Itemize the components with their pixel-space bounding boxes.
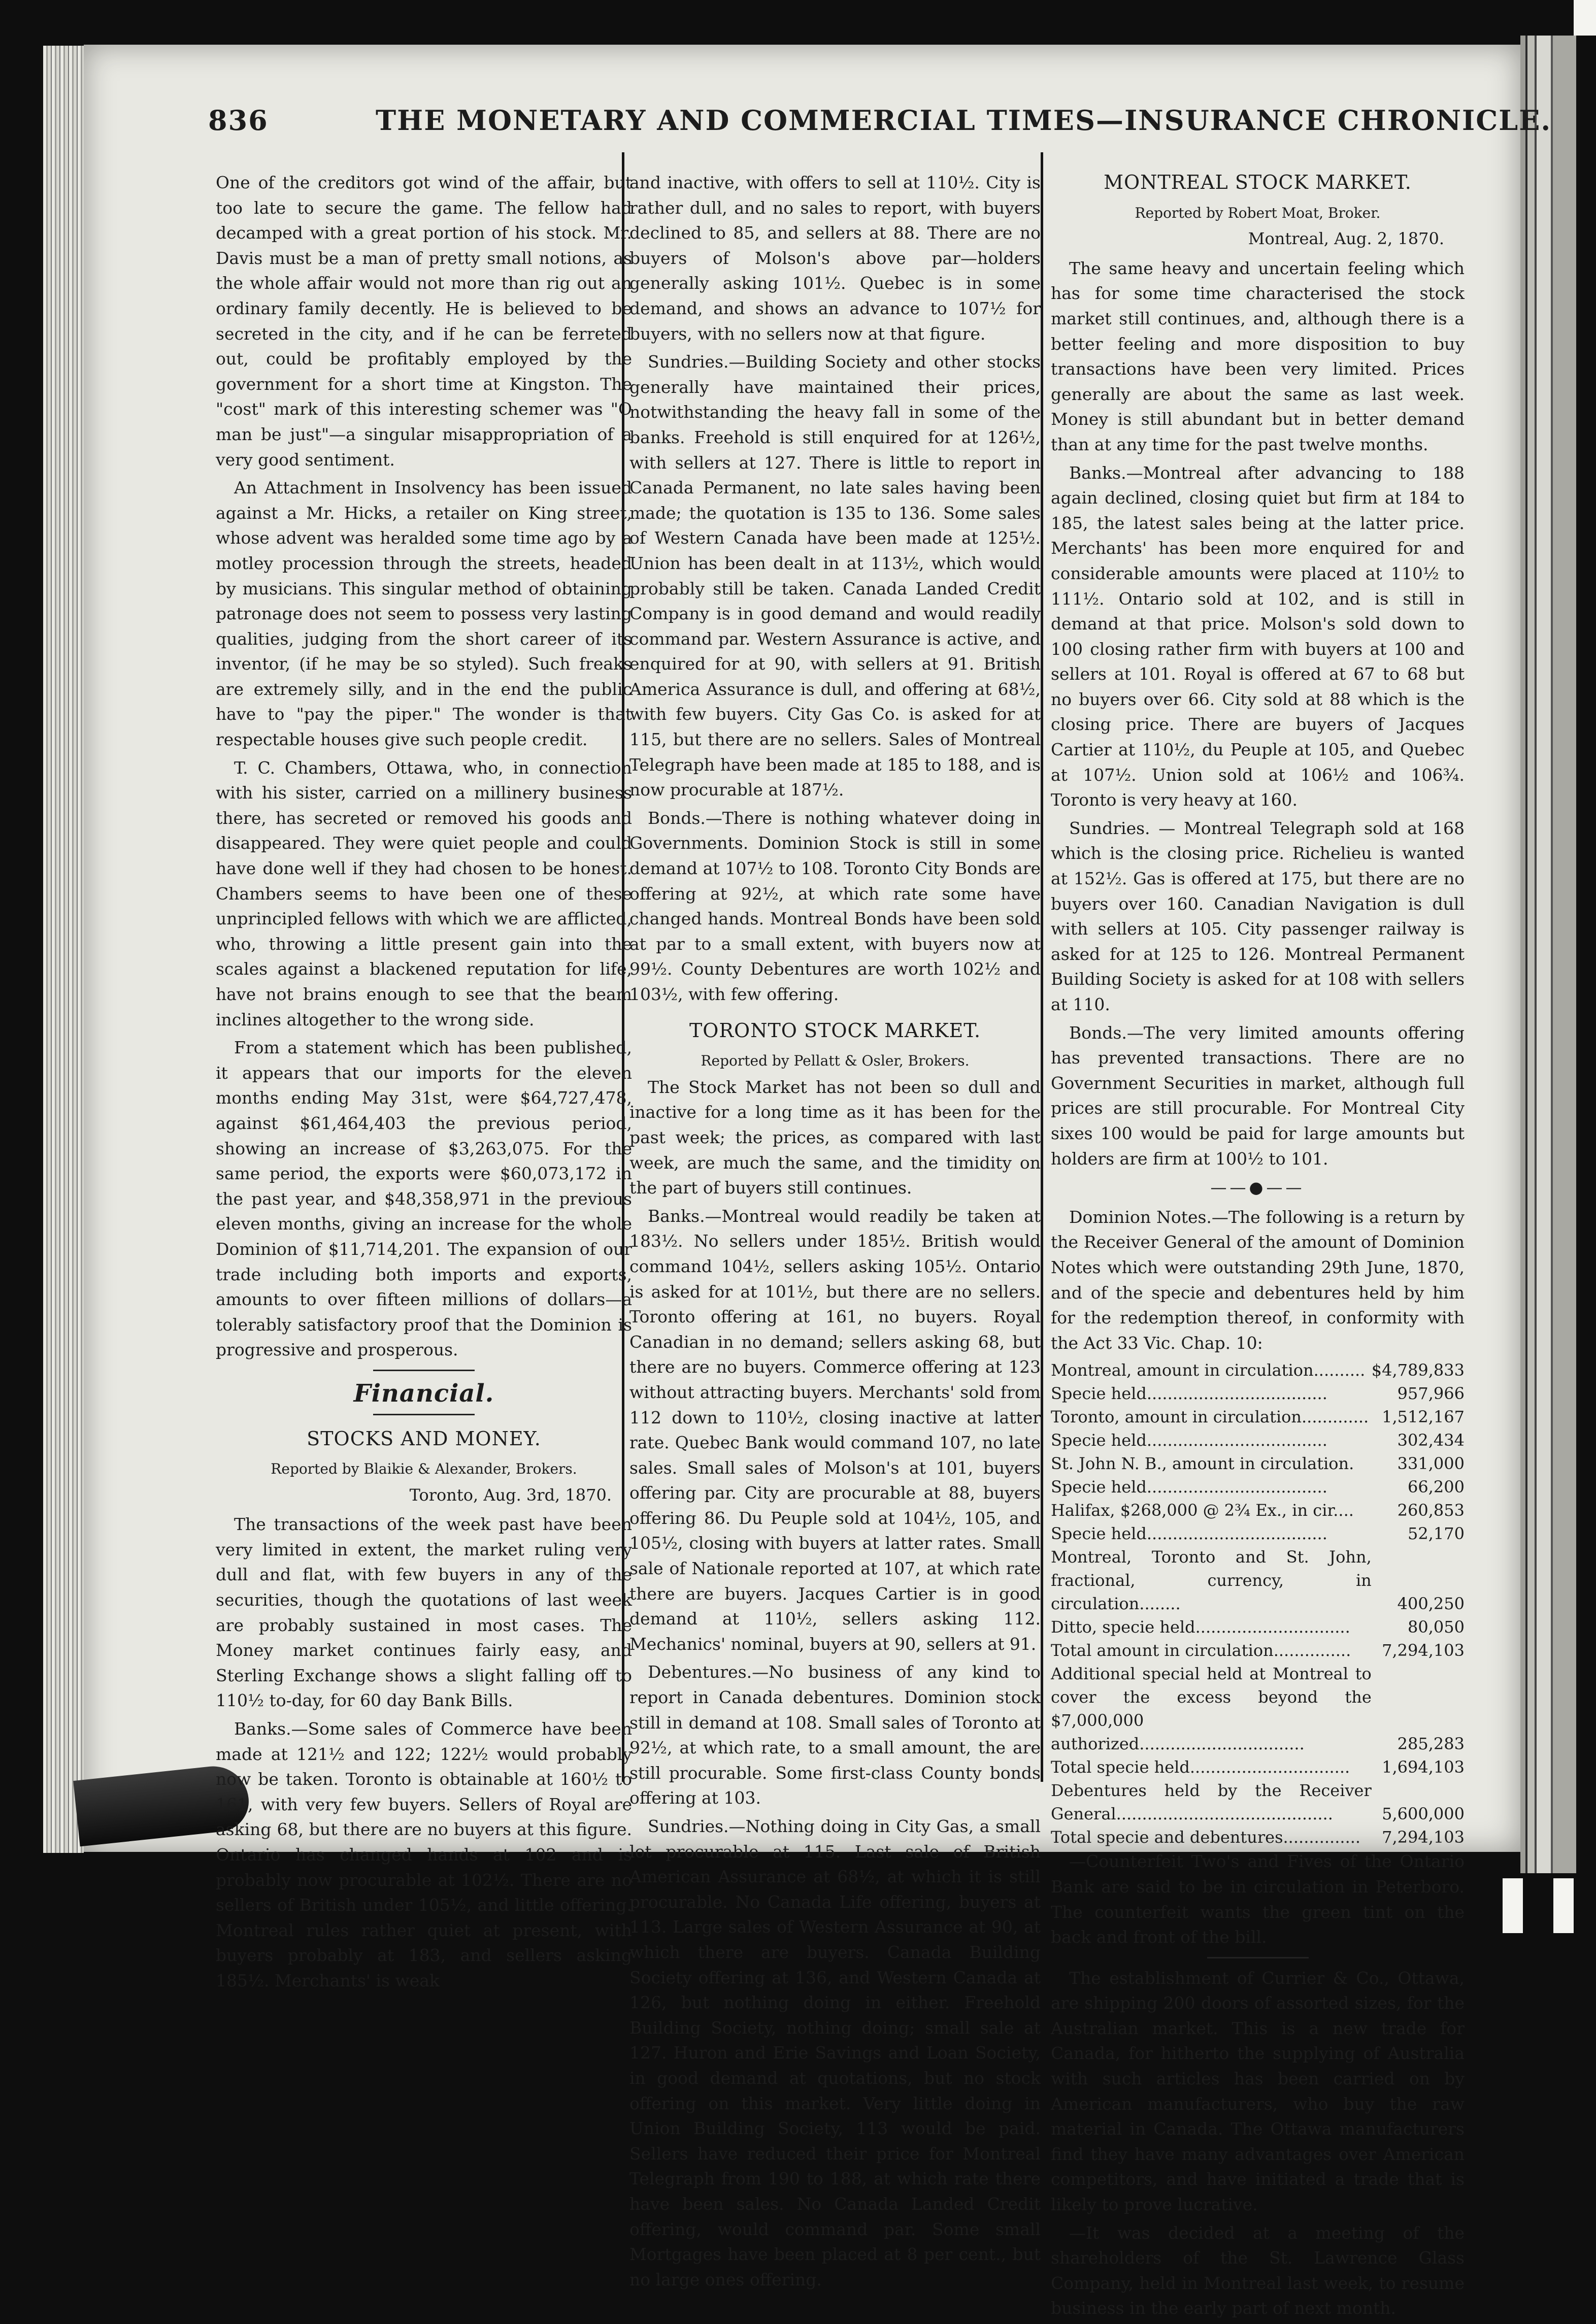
notes-row	[1051, 1545, 1465, 1615]
page-edge-stack	[43, 46, 84, 1853]
scan-marker-bottom-right	[1553, 1878, 1574, 1933]
notes-row	[1051, 1382, 1465, 1405]
notes-row	[1051, 1779, 1465, 1825]
notes-value: 1,512,167	[1382, 1407, 1465, 1427]
montreal-dateline: Montreal, Aug. 2, 1870.	[1248, 229, 1444, 249]
notes-label: Montreal, amount in circulation..........	[1051, 1360, 1366, 1380]
paragraph-sundries: Sundries.—Building Society and other stocks generally have maintained their prices, notwithstanding the heavy fall in some of the banks. Freehold is still enquired for at 126½, with sellers at 127. There is little to report in Canada Permanent, no late sales having been made; the quotation is 135 to 136. Some sales of Western Canada have been made at 125½. Union has been dealt in at 113½, which would probably still be taken. Canada Landed Credit Company is in good demand and would readily command par. Western Assurance is active, and enquired for at 90, with sellers at 91. British America Assurance is dull, and offering at 68½, with few buyers. City Gas Co. is asked for at 115, but there are no sellers. Sales of Montreal Telegraph have been made at 185 to 188, and is now procurable at 187½.	[629, 352, 1041, 800]
notes-label: Specie held...................................	[1051, 1384, 1327, 1404]
toronto-byline: Reported by Pellatt & Osler, Brokers.	[701, 1052, 970, 1070]
notes-row	[1051, 1499, 1465, 1522]
notes-value: 400,250	[1397, 1594, 1465, 1614]
scan-marker-top	[1574, 0, 1596, 36]
dominion-notes-table	[1051, 1358, 1465, 1849]
paragraph-dominion-notes: Dominion Notes.—The following is a return by the Receiver General of the amount of Dominion Notes which were outstanding 29th June, 1870, and of the specie and debentures held by him for the redemption thereof, in conformity with the Act 33 Vic. Chap. 10:	[1051, 1207, 1465, 1353]
paragraph-montreal-bonds: Bonds.—The very limited amounts offering has prevented transactions. There are no Government Securities in market, although full prices are still procurable. For Montreal City sixes 100 would be paid for large amounts but holders are firm at 100½ to 101.	[1051, 1022, 1465, 1169]
notes-value: 260,853	[1397, 1501, 1465, 1520]
page-number: 836	[208, 104, 269, 137]
notes-label: Montreal, Toronto and St. John, fractional, currency, in circulation........	[1051, 1547, 1372, 1614]
running-head	[208, 104, 1552, 140]
paragraph-toronto-sundries: Sundries.—Nothing doing in City Gas, a small lot procurable at 115. Last sale of British American Assurance at 68½, at which it is still procurable. No Canada Life offering, buyers at 113. Large sales of Western Assurance at 90, at which there are buyers. Canada Building Society offering at 136, and Western Canada at 126, but nothing doing in either. Freehold Building Society, nothing doing; small sale at 127. Huron and Erie Savings and Loan Society, in good demand at quotations, but no stock offering on this market. Very little doing in Union Building Society, 113 would be paid. Sellers have reduced their price for Montreal Telegraph from 190 to 188, at which rate there have been sales. No Canada Landed Credit offering, would command par. Some small Mortgages have been placed at 8 per cent., but no large ones offering.	[629, 1816, 1041, 2289]
paragraph-montreal-intro: The same heavy and uncertain feeling which has for some time characterised the stock market still continues, and, although there is a better feeling and more disposition to buy transactions have been very limited. Prices generally are about the same as last week. Money is still abundant but in better demand than at any time for the past twelve months.	[1051, 258, 1465, 454]
notes-value: 331,000	[1397, 1454, 1465, 1474]
section-divider	[373, 1414, 475, 1415]
paragraph-montreal-sundries: Sundries. — Montreal Telegraph sold at 168 which is the closing price. Richelieu is wanted at 152½. Gas is offered at 175, but there are no buyers over 160. Canadian Navigation is dull with sellers at 105. City passenger railway is asked for at 125 to 126. Montreal Permanent Building Society is asked for at 108 with sellers at 110.	[1051, 818, 1465, 1014]
financial-heading: Financial.	[353, 1379, 494, 1408]
paragraph-banks-continued: and inactive, with offers to sell at 110½. City is rather dull, and no sales to report, with buyers declined to 85, and sellers at 88. There are no buyers of Molson's above par—holders generally asking 101½. Quebec is in some demand, and shows an advance to 107½ for buyers, with no sellers now at that figure.	[629, 173, 1041, 344]
notes-value: 66,200	[1408, 1477, 1465, 1497]
notes-label: Ditto, specie held..............................	[1051, 1617, 1350, 1637]
notes-label: Specie held...................................	[1051, 1431, 1327, 1450]
paragraph-chambers: T. C. Chambers, Ottawa, who, in connection with his sister, carried on a millinery business there, has secreted or removed his goods and disappeared. They were quiet people and could have done well if they had chosen to be honest. Chambers seems to have been one of these unprincipled fellows with which we are afflicted, who, throwing a little present gain into the scales against a blackened reputation for life, have not brains enough to see that the beam inclines altogether to the wrong side.	[216, 757, 632, 1030]
journal-title: THE MONETARY AND COMMERCIAL TIMES—INSURANCE CHRONICLE.	[376, 104, 1552, 137]
notes-row	[1051, 1405, 1465, 1429]
stocks-dateline: Toronto, Aug. 3rd, 1870.	[409, 1485, 612, 1505]
toronto-heading: TORONTO STOCK MARKET.	[689, 1019, 981, 1042]
scan-marker-bottom-left	[1503, 1878, 1523, 1933]
column-rule-2	[1041, 152, 1043, 1782]
paragraph-stocks-banks: Banks.—Some sales of Commerce have been made at 121½ and 122; 122½ would probably now be taken. Toronto is obtainable at 160½ to 161, with very few buyers. Sellers of Royal are asking 68, but there are no buyers at this figure. Ontario has changed hands at 102 and is probably now procurable at 102½. There are no sellers of British under 105½, and little offering. Montreal rules rather quiet at present, with buyers probably at 183, and sellers asking 185½. Merchants' is weak	[216, 1719, 632, 1990]
paragraph-stocks-intro: The transactions of the week past have been very limited in extent, the market ruling very dull and flat, with few buyers in any of the securities, though the quotations of last week are probably sustained in most cases. The Money market continues fairly easy, and Sterling Exchange shows a slight falling off to 110½ to-day, for 60 day Bank Bills.	[216, 1514, 632, 1711]
paragraph-montreal-banks: Banks.—Montreal after advancing to 188 again declined, closing quiet but firm at 184 to 185, the latest sales being at the latter price. Merchants' has been more enquired for and considerable amounts were placed at 110½ to 111½. Ontario sold at 102, and is still in demand at that price. Molson's sold down to 100 closing rather firm with buyers at 100 and sellers at 101. Royal is offered at 67 to 68 but no buyers over 66. City sold at 88 which is the closing price. There are buyers of Jacques Cartier at 110½, du Peuple at 105, and Quebec at 107½. Union sold at 106½ and 106¾. Toronto is very heavy at 160.	[1051, 462, 1465, 810]
paragraph-toronto-debentures: Debentures.—No business of any kind to report in Canada debentures. Dominion stock still in demand at 108. Small sales of Toronto at 92½, at which rate, to a small amount, the are still procurable. Some first-class County bonds offering at 103.	[629, 1662, 1041, 1808]
paragraph-davis: One of the creditors got wind of the affair, but too late to secure the game. The fellow had decamped with a great portion of his stock. Mr. Davis must be a man of pretty small notions, as the whole affair would not more than rig out an ordinary family decently. He is believed to be secreted in the city, and if he can be ferreted out, could be profitably employed by the government for a short time at Kingston. The "cost" mark of this interesting schemer was "O man be just"—a singular misappropriation of a very good sentiment.	[216, 173, 632, 470]
notes-row	[1051, 1429, 1465, 1452]
column-3	[1051, 170, 1465, 2324]
notes-label: Halifax, $268,000 @ 2¾ Ex., in cir....	[1051, 1501, 1354, 1520]
notes-value: $4,789,833	[1371, 1360, 1465, 1380]
paragraph-bonds: Bonds.—There is nothing whatever doing in Governments. Dominion Stock is still in some demand at 107½ to 108. Toronto City Bonds are offering at 92½, at which rate some have changed hands. Montreal Bonds have been sold at par to a small extent, with buyers now at 99½. County Debentures are worth 102½ and 103½, with few offering.	[629, 808, 1041, 1004]
notes-row	[1051, 1825, 1465, 1849]
paragraph-toronto-intro: The Stock Market has not been so dull and inactive for a long time as it has been for the past week; the prices, as compared with last week, are much the same, and the timidity on the part of buyers still continues.	[629, 1077, 1041, 1198]
notes-label: St. John N. B., amount in circulation.	[1051, 1454, 1354, 1474]
notes-row	[1051, 1358, 1465, 1382]
notes-label: Total specie held...............................	[1051, 1757, 1350, 1777]
stocks-byline: Reported by Blaikie & Alexander, Brokers.	[271, 1460, 577, 1478]
notes-value: 80,050	[1408, 1617, 1465, 1637]
column-2	[629, 170, 1041, 2295]
notes-row	[1051, 1475, 1465, 1499]
notes-label: Specie held...................................	[1051, 1477, 1327, 1497]
notes-value: 5,600,000	[1382, 1804, 1465, 1824]
paragraph-trade-statement: From a statement which has been published, it appears that our imports for the eleven months ending May 31st, were $64,727,478, against $61,464,403 the previous period, showing an increase of $3,263,075. For the same period, the exports were $60,073,172 in the past year, and $48,358,971 in the previous eleven months, giving an increase for the whole Dominion of $11,714,201. The expansion of our trade including both imports and exports, amounts to over fifteen millions of dollars—a tolerably satisfactory proof that the Dominion is progressive and prosperous.	[216, 1038, 632, 1360]
notes-row	[1051, 1639, 1465, 1662]
paragraph-glass-company: —It was decided at a meeting of the shareholders of the St. Lawrence Glass Company, held in Montreal last week, to resume business in the early part of next month.	[1051, 2222, 1465, 2318]
notes-row	[1051, 1615, 1465, 1639]
notes-label: Additional special held at Montreal to cover the excess beyond the $7,000,000 authorized................................	[1051, 1664, 1372, 1754]
binding-edge	[1520, 36, 1576, 1873]
notes-row	[1051, 1452, 1465, 1475]
notes-label: Toronto, amount in circulation.............	[1051, 1407, 1369, 1427]
paragraph-toronto-banks: Banks.—Montreal would readily be taken at 183½. No sellers under 185½. British would command 104½, sellers asking 105½. Ontario is asked for at 101½, but there are no sellers. Toronto offering at 161, no buyers. Royal Canadian in no demand; sellers asking 68, but there are no buyers. Commerce offering at 123 without attracting buyers. Merchants' sold from 112 down to 110½, closing inactive at latter rate. Quebec Bank would command 107, no late sales. Small sales of Molson's at 101, buyers offering par. City are procurable at 88, buyers offering 86. Du Peuple sold at 104½, 105, and 105½, closing with buyers at latter rates. Small sale of Nationale reported at 107, at which rate there are buyers. Jacques Cartier is in good demand at 110½, sellers asking 112. Mechanics' nominal, buyers at 90, sellers at 91.	[629, 1206, 1041, 1654]
notes-value: 7,294,103	[1382, 1828, 1465, 1847]
notes-label: Debentures held by the Receiver General..........................................	[1051, 1781, 1372, 1824]
notes-row	[1051, 1755, 1465, 1779]
notes-label: Total specie and debentures...............	[1051, 1828, 1361, 1847]
notes-row	[1051, 1522, 1465, 1545]
stocks-heading: STOCKS AND MONEY.	[307, 1427, 541, 1450]
notes-value: 285,283	[1397, 1734, 1465, 1754]
notes-value: 957,966	[1397, 1384, 1465, 1404]
notes-value: 52,170	[1408, 1524, 1465, 1544]
paragraph-currier: The establishment of Currier & Co., Ottawa, are shipping 200 doors of assorted sizes, for the Australian market. This is a new trade for Canada, for hitherto the supplying of Australia with such articles has been carried on by American manufacturers, who buy the raw material in Canada. The Ottawa manufacturers find they have many advantages over American competitors, and have initiated a trade that is likely to prove lucrative.	[1051, 1968, 1465, 2215]
paragraph-counterfeit: —Counterfeit Two's and Fives of the Ontario Bank are said to be in circulation in Peterboro. The counterfeit wants the green tint on the back and front of the bill.	[1051, 1851, 1465, 1947]
ornament-divider: ——●——	[1210, 1178, 1305, 1198]
notes-value: 1,694,103	[1382, 1757, 1465, 1777]
notes-row	[1051, 1662, 1465, 1755]
montreal-heading: MONTREAL STOCK MARKET.	[1104, 171, 1412, 193]
notes-label: Specie held...................................	[1051, 1524, 1327, 1544]
section-divider	[373, 1370, 475, 1371]
notes-value: 302,434	[1397, 1431, 1465, 1450]
notes-value: 7,294,103	[1382, 1641, 1465, 1661]
column-1	[216, 170, 632, 1997]
section-divider	[1207, 1957, 1309, 1958]
paragraph-hicks: An Attachment in Insolvency has been issued against a Mr. Hicks, a retailer on King street, whose advent was heralded some time ago by a motley procession through the streets, headed by musicians. This singular method of obtaining patronage does not seem to possess very lasting qualities, judging from the short career of its inventor, (if he may be so styled). Such freaks are extremely silly, and in the end the public have to "pay the piper." The wonder is that respectable houses give such people credit.	[216, 478, 632, 750]
montreal-byline: Reported by Robert Moat, Broker.	[1135, 204, 1381, 221]
notes-label: Total amount in circulation...............	[1051, 1641, 1351, 1661]
